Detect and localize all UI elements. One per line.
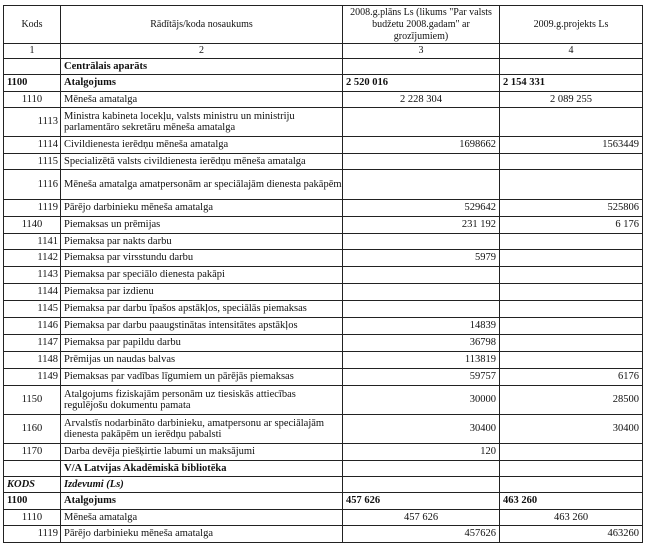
table-row: [4, 217, 643, 234]
row-name: Atalgojums fiziskajām personām uz tiesiskās attiecības regulējošu dokumentu pamata: [61, 386, 343, 415]
row-name: Piemaksas par vadības līgumiem un pārējās piemaksas: [61, 369, 343, 386]
budget-table: [3, 5, 643, 543]
header-code: Kods: [4, 6, 61, 44]
row-name: Arvalstīs nodarbināto darbinieku, amatpersonu ar speciālajām dienesta pakāpēm un ierēdņu pabalsti: [61, 415, 343, 444]
row-name: Darba devēja piešķirtie labumi un maksājumi: [61, 444, 343, 461]
header-project-2009: 2009.g.projekts Ls: [500, 6, 643, 44]
row-code: 1140: [4, 217, 61, 234]
row-name: Piemaksa par darbu paaugstinātas intensitātes apstākļos: [61, 318, 343, 335]
kods-row: [4, 477, 643, 493]
budget-sheet: [3, 5, 643, 543]
row-value-2009: 463260: [500, 526, 643, 543]
row-code: 1147: [4, 335, 61, 352]
table-row: [4, 510, 643, 526]
table-row: [4, 108, 643, 137]
table-row: [4, 493, 643, 510]
column-number: 3: [343, 44, 500, 59]
table-row: [4, 444, 643, 461]
row-value-2008: 5979: [343, 250, 500, 267]
row-name: Pārējo darbinieku mēneša amatalga: [61, 200, 343, 217]
row-value-2008: 2 228 304: [343, 92, 500, 108]
row-name: Izdevumi (Ls): [61, 477, 343, 493]
header-row: [4, 6, 643, 44]
table-row: [4, 301, 643, 318]
row-name: Mēneša amatalga: [61, 510, 343, 526]
row-code: 1100: [4, 493, 61, 510]
row-code: 1150: [4, 386, 61, 415]
row-name: Civildienesta ierēdņu mēneša amatalga: [61, 137, 343, 154]
table-row: [4, 92, 643, 108]
row-code: KODS: [4, 477, 61, 493]
row-value-2009: 1563449: [500, 137, 643, 154]
row-code: 1149: [4, 369, 61, 386]
section-title: V/A Latvijas Akadēmiskā bibliotēka: [61, 461, 343, 477]
row-value-2008: 36798: [343, 335, 500, 352]
table-row: [4, 415, 643, 444]
row-value-2008: 30400: [343, 415, 500, 444]
row-value-2008: 30000: [343, 386, 500, 415]
table-row: [4, 335, 643, 352]
row-value-2008: 113819: [343, 352, 500, 369]
table-row: [4, 386, 643, 415]
row-value-2009: 6 176: [500, 217, 643, 234]
row-value-2008: 457 626: [343, 493, 500, 510]
row-code: 1119: [4, 526, 61, 543]
row-code: 1119: [4, 200, 61, 217]
row-code: 1110: [4, 510, 61, 526]
section-row: [4, 461, 643, 477]
row-code: 1116: [4, 170, 61, 200]
row-name: Piemaksa par papildu darbu: [61, 335, 343, 352]
row-value-2008: 120: [343, 444, 500, 461]
row-code: 1113: [4, 108, 61, 137]
row-code: 1110: [4, 92, 61, 108]
row-value-2008: 59757: [343, 369, 500, 386]
row-code: 1145: [4, 301, 61, 318]
row-value-2008: 529642: [343, 200, 500, 217]
column-number: 4: [500, 44, 643, 59]
row-value-2008: 1698662: [343, 137, 500, 154]
row-name: Prēmijas un naudas balvas: [61, 352, 343, 369]
row-value-2008: 14839: [343, 318, 500, 335]
row-code: 1170: [4, 444, 61, 461]
row-name: Piemaksa par speciālo dienesta pakāpi: [61, 267, 343, 284]
row-value-2008: 2 520 016: [343, 75, 500, 92]
row-code: 1148: [4, 352, 61, 369]
row-name: Piemaksa par virsstundu darbu: [61, 250, 343, 267]
table-row: [4, 318, 643, 335]
table-row: [4, 137, 643, 154]
row-name: Specializētā valsts civildienesta ierēdņu mēneša amatalga: [61, 154, 343, 170]
row-name: Atalgojums: [61, 493, 343, 510]
row-code: 1144: [4, 284, 61, 301]
row-code: 1115: [4, 154, 61, 170]
row-code: 1160: [4, 415, 61, 444]
table-row: [4, 526, 643, 543]
table-row: [4, 267, 643, 284]
row-name: Piemaksa par darbu īpašos apstākļos, speciālās piemaksas: [61, 301, 343, 318]
row-name: Piemaksa par izdienu: [61, 284, 343, 301]
row-name: Ministra kabineta locekļu, valsts ministru un ministriju parlamentāro sekretāru mēneša amatalga: [61, 108, 343, 137]
row-value-2008: 457 626: [343, 510, 500, 526]
row-code: 1142: [4, 250, 61, 267]
row-value-2009: 30400: [500, 415, 643, 444]
table-row: [4, 352, 643, 369]
row-name: Piemaksas un prēmijas: [61, 217, 343, 234]
table-row: [4, 234, 643, 250]
table-row: [4, 369, 643, 386]
row-value-2008: 231 192: [343, 217, 500, 234]
table-row: [4, 200, 643, 217]
table-row: [4, 250, 643, 267]
header-plan-2008: 2008.g.plāns Ls (likums "Par valsts budžetu 2008.gadam" ar grozījumiem): [343, 6, 500, 44]
row-value-2009: 28500: [500, 386, 643, 415]
table-row: [4, 170, 643, 200]
row-code: 1114: [4, 137, 61, 154]
row-value-2009: 463 260: [500, 510, 643, 526]
table-row: [4, 284, 643, 301]
row-code: 1100: [4, 75, 61, 92]
row-code: 1141: [4, 234, 61, 250]
column-number: 2: [61, 44, 343, 59]
row-value-2009: 6176: [500, 369, 643, 386]
section-title: Centrālais aparāts: [61, 59, 343, 75]
row-value-2009: 525806: [500, 200, 643, 217]
table-row: [4, 154, 643, 170]
table-row: [4, 75, 643, 92]
row-name: Atalgojums: [61, 75, 343, 92]
row-value-2009: 2 154 331: [500, 75, 643, 92]
row-value-2009: 2 089 255: [500, 92, 643, 108]
row-value-2009: 463 260: [500, 493, 643, 510]
row-code: 1146: [4, 318, 61, 335]
header-name: Rādītājs/koda nosaukums: [61, 6, 343, 44]
section-row: [4, 59, 643, 75]
row-name: Piemaksa par nakts darbu: [61, 234, 343, 250]
row-name: Mēneša amatalga amatpersonām ar speciālajām dienesta pakāpēm: [61, 170, 343, 200]
column-number-row: [4, 44, 643, 59]
row-name: Pārējo darbinieku mēneša amatalga: [61, 526, 343, 543]
column-number: 1: [4, 44, 61, 59]
row-code: 1143: [4, 267, 61, 284]
row-name: Mēneša amatalga: [61, 92, 343, 108]
row-value-2008: 457626: [343, 526, 500, 543]
